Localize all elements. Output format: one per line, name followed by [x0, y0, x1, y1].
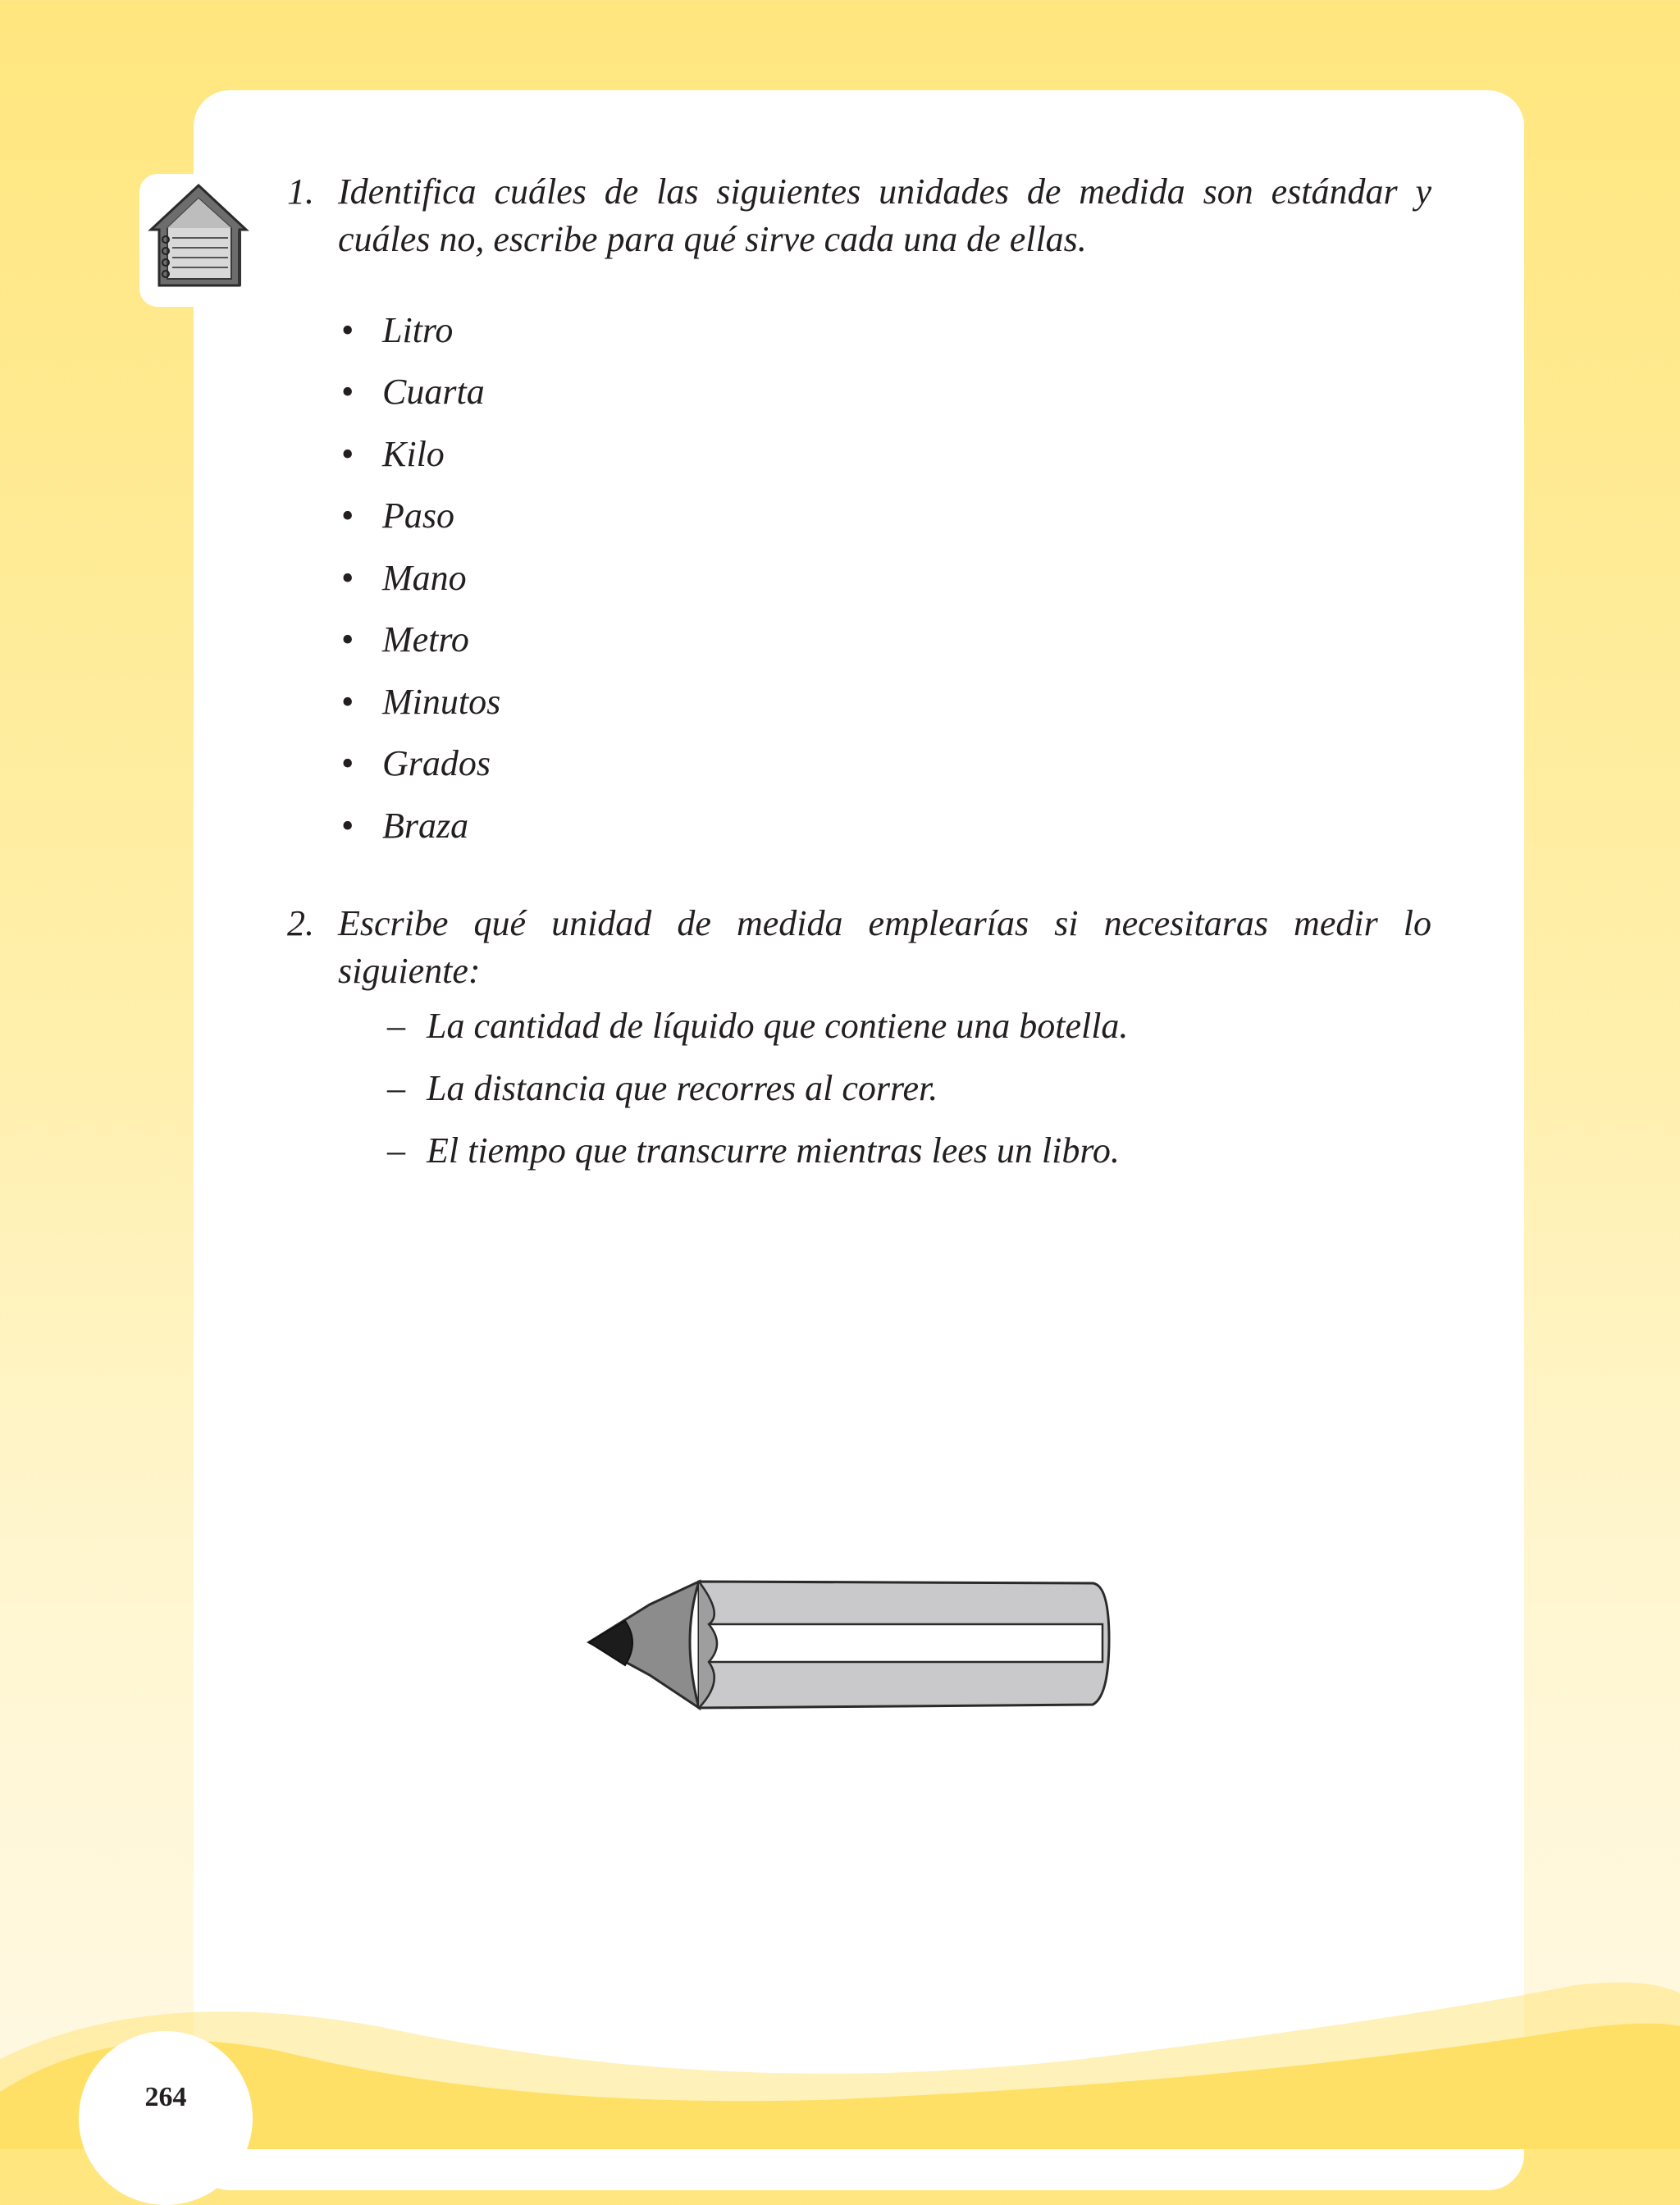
list-item — [287, 547, 1431, 609]
pencil-illustration — [579, 1573, 1111, 1713]
unit-label: Mano — [382, 557, 467, 598]
bullet-marker: • — [341, 433, 354, 474]
task-label: El tiempo que transcurre mientras lees un libro. — [427, 1130, 1120, 1171]
question-text: Escribe qué unidad de medida emplearías si necesitaras medir lo siguiente: — [338, 902, 1431, 991]
list-item — [287, 486, 1431, 548]
unit-label: Paso — [382, 495, 454, 536]
task-label: La cantidad de líquido que contiene una botella. — [427, 1005, 1129, 1046]
list-item — [287, 1120, 1431, 1182]
task-label: La distancia que recorres al correr. — [427, 1067, 938, 1108]
bullet-marker: • — [341, 495, 354, 536]
unit-label: Metro — [382, 619, 469, 660]
bullet-marker: • — [341, 372, 354, 413]
page-number: 264 — [144, 2082, 187, 2112]
unit-label: Minutos — [382, 681, 501, 722]
task-list — [287, 995, 1431, 1182]
list-item — [287, 671, 1431, 733]
list-item — [287, 795, 1431, 857]
unit-label: Cuarta — [382, 372, 485, 413]
dash-marker: – — [387, 1005, 405, 1046]
list-item — [287, 609, 1431, 672]
question-text: Identifica cuáles de las siguientes unidades de medida son estándar y cuáles no, escribe para qué sirve cada una de ellas. — [338, 171, 1431, 259]
unit-label: Grados — [382, 743, 491, 784]
list-item — [287, 362, 1431, 424]
page-number-badge — [79, 2031, 253, 2205]
bullet-marker: • — [341, 743, 354, 784]
unit-list — [287, 299, 1431, 857]
dash-marker: – — [387, 1130, 405, 1171]
exercise-content — [287, 168, 1431, 1182]
list-item — [287, 733, 1431, 796]
unit-label: Braza — [382, 805, 469, 846]
list-item — [287, 423, 1431, 486]
list-item — [287, 299, 1431, 362]
question-number: 2. — [287, 902, 314, 943]
question-1 — [287, 168, 1431, 263]
bullet-marker: • — [341, 681, 354, 722]
question-number: 1. — [287, 171, 314, 212]
bullet-marker: • — [341, 309, 354, 350]
unit-label: Litro — [382, 309, 454, 350]
notebook-house-icon — [148, 180, 249, 290]
bullet-marker: • — [341, 557, 354, 598]
unit-label: Kilo — [382, 433, 445, 474]
bullet-marker: • — [341, 619, 354, 660]
bullet-marker: • — [341, 805, 354, 846]
list-item — [287, 995, 1431, 1057]
question-2 — [287, 900, 1431, 995]
dash-marker: – — [387, 1067, 405, 1108]
list-item — [287, 1057, 1431, 1120]
